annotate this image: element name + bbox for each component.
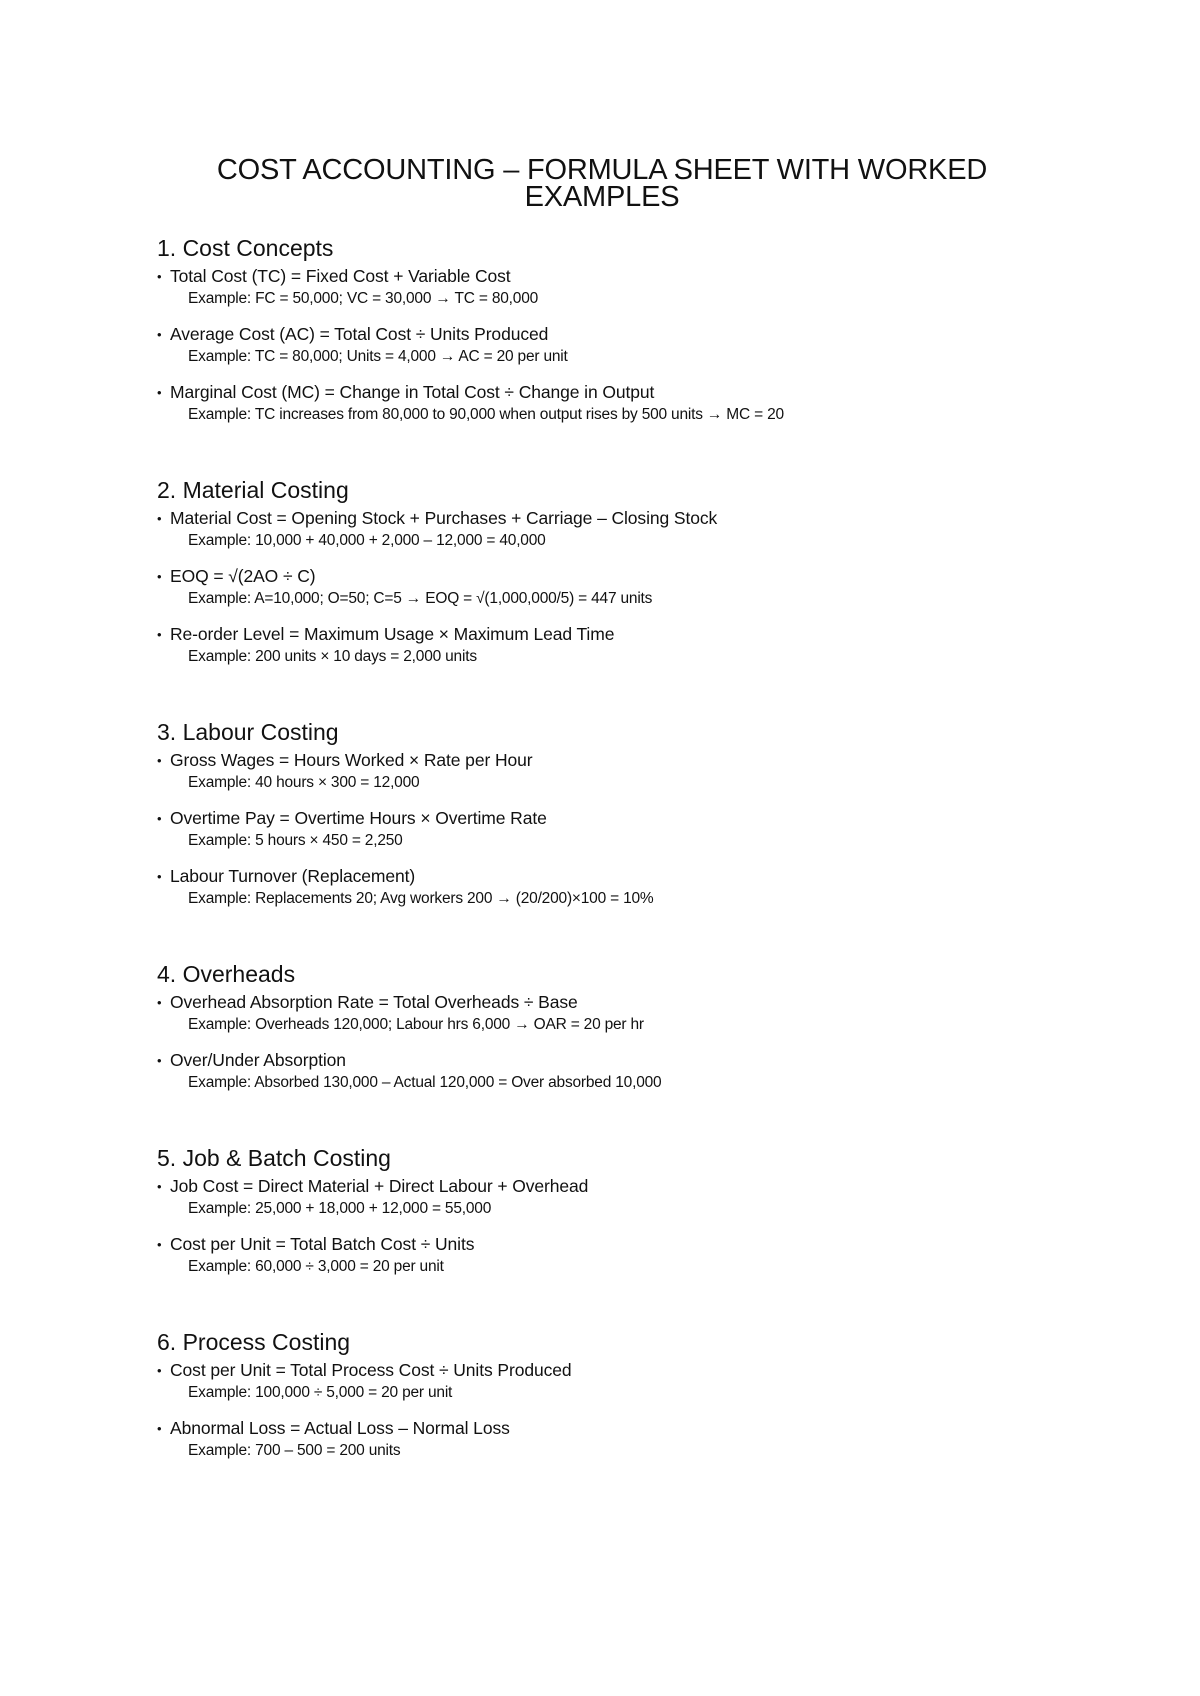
bullet-icon: •	[157, 1179, 162, 1194]
section-heading: 2. Material Costing	[157, 477, 349, 503]
formula-entry	[157, 1049, 1200, 1093]
formula-line	[157, 749, 1200, 772]
bullet-icon: •	[157, 995, 162, 1010]
formula-line	[157, 623, 1200, 646]
formula-entry	[157, 807, 1200, 851]
formula-line	[157, 807, 1200, 830]
formula-line	[157, 1359, 1200, 1382]
section-heading: 4. Overheads	[157, 961, 296, 987]
formula-text: Cost per Unit = Total Process Cost ÷ Units Produced	[170, 1360, 572, 1380]
example-text: Example: 200 units × 10 days = 2,000 units	[188, 648, 477, 665]
bullet-icon: •	[157, 569, 162, 584]
formula-entry	[157, 1233, 1200, 1277]
formula-text: Marginal Cost (MC) = Change in Total Cost ÷ Change in Output	[170, 382, 655, 402]
bullet-icon: •	[157, 1421, 162, 1436]
section	[157, 1143, 1200, 1277]
document-title: COST ACCOUNTING – FORMULA SHEET WITH WORKED EXAMPLES	[216, 154, 988, 213]
formula-text: Labour Turnover (Replacement)	[170, 866, 416, 886]
section-heading: 5. Job & Batch Costing	[157, 1145, 391, 1171]
formula-entry	[157, 1359, 1200, 1403]
formula-line	[157, 265, 1200, 288]
example-text: Example: A=10,000; O=50; C=5 → EOQ = √(1,000,000/5) = 447 units	[188, 590, 653, 607]
sections-container	[157, 233, 1200, 1461]
formula-text: Total Cost (TC) = Fixed Cost + Variable Cost	[170, 266, 511, 286]
bullet-icon: •	[157, 269, 162, 284]
formula-entry	[157, 265, 1200, 309]
formula-entry	[157, 991, 1200, 1035]
example-text: Example: 25,000 + 18,000 + 12,000 = 55,000	[188, 1200, 492, 1217]
bullet-icon: •	[157, 1237, 162, 1252]
section	[157, 475, 1200, 667]
bullet-icon: •	[157, 753, 162, 768]
formula-text: Average Cost (AC) = Total Cost ÷ Units Produced	[170, 324, 549, 344]
example-text: Example: 700 – 500 = 200 units	[188, 1442, 401, 1459]
formula-line	[157, 1233, 1200, 1256]
example-text: Example: 10,000 + 40,000 + 2,000 – 12,000 = 40,000	[188, 532, 546, 549]
formula-text: Overhead Absorption Rate = Total Overheads ÷ Base	[170, 992, 578, 1012]
section	[157, 959, 1200, 1093]
formula-line	[157, 1175, 1200, 1198]
formula-entry	[157, 565, 1200, 609]
section-heading: 1. Cost Concepts	[157, 235, 334, 261]
example-text: Example: FC = 50,000; VC = 30,000 → TC = 80,000	[188, 290, 539, 307]
example-text: Example: Replacements 20; Avg workers 200 → (20/200)×100 = 10%	[188, 890, 654, 907]
formula-text: Over/Under Absorption	[170, 1050, 346, 1070]
formula-line	[157, 381, 1200, 404]
formula-text: Abnormal Loss = Actual Loss – Normal Loss	[170, 1418, 510, 1438]
section	[157, 1327, 1200, 1461]
bullet-icon: •	[157, 1363, 162, 1378]
formula-text: EOQ = √(2AO ÷ C)	[170, 566, 316, 586]
formula-line	[157, 507, 1200, 530]
bullet-icon: •	[157, 327, 162, 342]
example-text: Example: 100,000 ÷ 5,000 = 20 per unit	[188, 1384, 453, 1401]
formula-text: Cost per Unit = Total Batch Cost ÷ Units	[170, 1234, 475, 1254]
section-heading: 3. Labour Costing	[157, 719, 339, 745]
example-text: Example: Absorbed 130,000 – Actual 120,000 = Over absorbed 10,000	[188, 1074, 662, 1091]
example-text: Example: 5 hours × 450 = 2,250	[188, 832, 403, 849]
formula-line	[157, 1417, 1200, 1440]
bullet-icon: •	[157, 385, 162, 400]
formula-text: Job Cost = Direct Material + Direct Labour + Overhead	[170, 1176, 589, 1196]
formula-line	[157, 565, 1200, 588]
formula-line	[157, 865, 1200, 888]
example-text: Example: 40 hours × 300 = 12,000	[188, 774, 420, 791]
example-text: Example: 60,000 ÷ 3,000 = 20 per unit	[188, 1258, 444, 1275]
formula-line	[157, 323, 1200, 346]
bullet-icon: •	[157, 511, 162, 526]
bullet-icon: •	[157, 627, 162, 642]
example-text: Example: Overheads 120,000; Labour hrs 6,000 → OAR = 20 per hr	[188, 1016, 644, 1033]
example-text: Example: TC increases from 80,000 to 90,000 when output rises by 500 units → MC = 20	[188, 406, 784, 423]
formula-text: Re-order Level = Maximum Usage × Maximum Lead Time	[170, 624, 615, 644]
formula-entry	[157, 323, 1200, 367]
bullet-icon: •	[157, 869, 162, 884]
formula-entry	[157, 1175, 1200, 1219]
formula-entry	[157, 749, 1200, 793]
formula-entry	[157, 623, 1200, 667]
formula-text: Material Cost = Opening Stock + Purchases + Carriage – Closing Stock	[170, 508, 718, 528]
section	[157, 233, 1200, 425]
formula-text: Gross Wages = Hours Worked × Rate per Hour	[170, 750, 533, 770]
formula-entry	[157, 507, 1200, 551]
formula-entry	[157, 1417, 1200, 1461]
bullet-icon: •	[157, 811, 162, 826]
formula-line	[157, 1049, 1200, 1072]
section	[157, 717, 1200, 909]
section-heading: 6. Process Costing	[157, 1329, 351, 1355]
formula-entry	[157, 865, 1200, 909]
bullet-icon: •	[157, 1053, 162, 1068]
example-text: Example: TC = 80,000; Units = 4,000 → AC = 20 per unit	[188, 348, 568, 365]
formula-line	[157, 991, 1200, 1014]
formula-entry	[157, 381, 1200, 425]
formula-text: Overtime Pay = Overtime Hours × Overtime Rate	[170, 808, 547, 828]
